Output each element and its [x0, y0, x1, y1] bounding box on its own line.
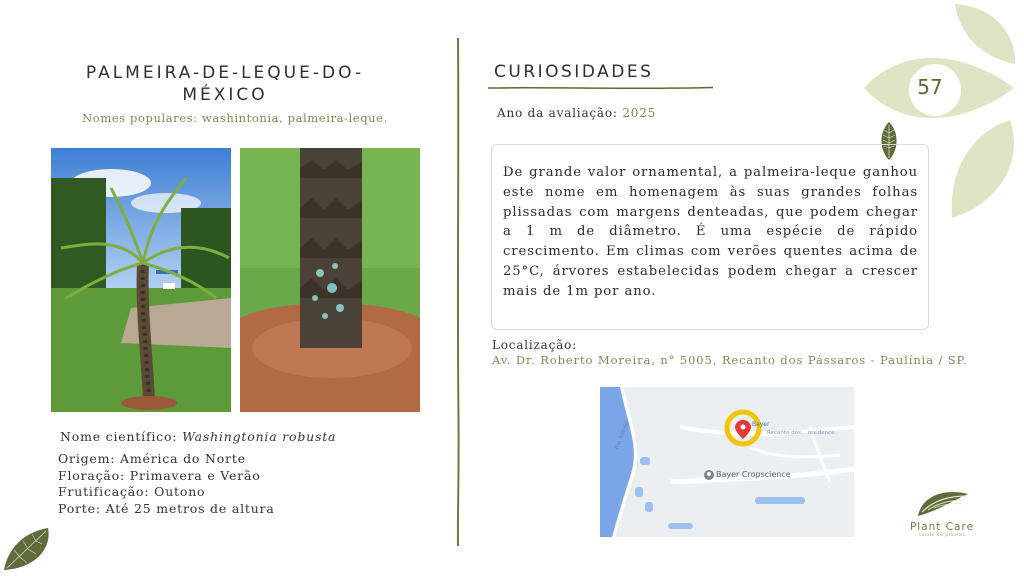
map-label-sub: Recanto dos... residence [767, 430, 835, 436]
year-label: Ano da avaliação: [497, 106, 623, 120]
year-value: 2025 [622, 106, 657, 120]
map-label-road: Rio Atibaia [614, 420, 631, 451]
brand-name: Plant Care [909, 521, 975, 533]
location-address: Av. Dr. Roberto Moreira, n° 5005, Recanto dos Pássaros - Paulínia / SP. [492, 353, 968, 367]
plant-title: PALMEIRA-DE-LEQUE-DO-MÉXICO [85, 63, 365, 105]
location-map[interactable] [600, 387, 854, 537]
location-label: Localização: [492, 338, 577, 352]
corner-leaf-icon [0, 526, 52, 572]
plant-facts [58, 451, 275, 517]
flowering-text: Floração: Primavera e Verão [58, 467, 261, 483]
palm-trunk-photo [240, 148, 420, 412]
plant-care-logo-icon [914, 486, 970, 520]
scientific-name: Washingtonia robusta [182, 429, 337, 444]
map-label-cropscience: Bayer Cropscience [716, 470, 791, 479]
palm-tree-photo [51, 148, 231, 412]
curiosities-title: CURIOSIDADES [494, 62, 654, 82]
scientific-name-line [60, 429, 336, 444]
column-divider [455, 38, 461, 546]
scientific-label: Nome científico: [60, 429, 183, 444]
title-underline [488, 85, 713, 91]
origin-text: Origem: América do Norte [58, 451, 246, 466]
brand-tagline: saúde de plantas [918, 533, 966, 538]
page-number: 57 [917, 75, 943, 99]
evaluation-year [497, 106, 656, 120]
map-label-bayer: Bayer [752, 421, 770, 428]
popular-names: Nomes populares: washintonia, palmeira-leque. [82, 111, 388, 125]
size-text: Porte: Até 25 metros de altura [58, 500, 275, 516]
description-text: De grande valor ornamental, a palmeira-leque ganhou este nome em homenagem às suas grandes folhas plissadas com margens denteadas, que podem chegar a 1 m de diâmetro. É uma espécie de rápido crescimento. Em climas com verões quentes acima de 25°C, árvores estabelecidas podem chegar a crescer mais de 1m por ano. [503, 165, 918, 299]
fruiting-text: Frutificação: Outono [58, 484, 206, 499]
